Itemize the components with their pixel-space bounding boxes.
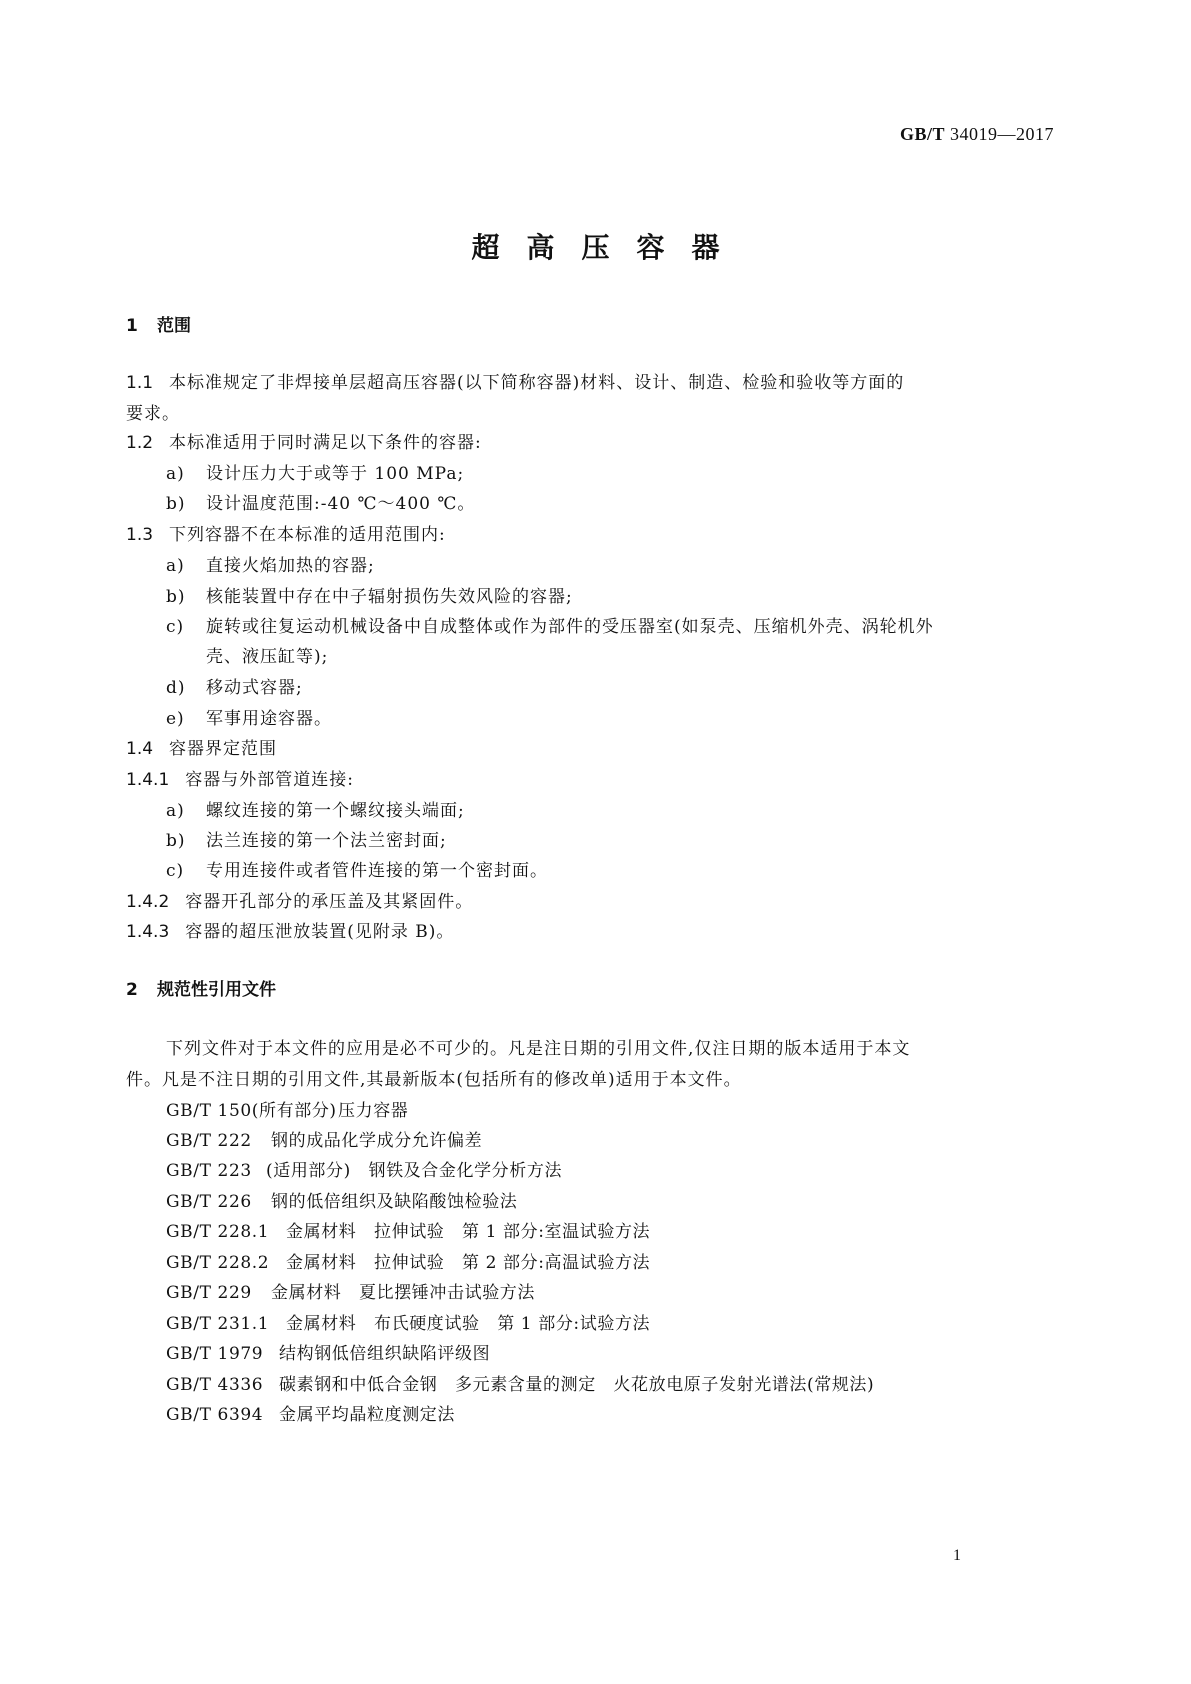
clause-1-1 (126, 368, 904, 393)
reference-title: 碳素钢和中低合金钢 多元素含量的测定 火花放电原子发射光谱法(常规法) (279, 1375, 875, 1395)
section-number: 2 (126, 980, 138, 1000)
reference-code: GB/T 228.1 (166, 1222, 270, 1242)
list-item-continuation: 壳、液压缸等); (206, 647, 329, 667)
clause-text: 容器与外部管道连接: (185, 770, 354, 790)
reference-item (166, 1248, 650, 1273)
list-item-text: 设计压力大于或等于 100 MPa; (206, 464, 465, 484)
clause-text: 容器界定范围 (169, 739, 278, 759)
list-marker: a) (166, 556, 185, 576)
clause-number: 1.4 (126, 739, 154, 759)
reference-item (166, 1278, 535, 1303)
list-item-text: 军事用途容器。 (206, 709, 332, 729)
list-marker: c) (166, 617, 185, 637)
reference-item (166, 1309, 650, 1334)
list-marker: b) (166, 831, 186, 851)
reference-code: GB/T 223 (166, 1161, 252, 1181)
clause-1-2 (126, 428, 482, 453)
list-item (166, 704, 332, 729)
reference-title: 金属材料 布氏硬度试验 第 1 部分:试验方法 (286, 1314, 651, 1334)
reference-code: GB/T 6394 (166, 1405, 264, 1425)
list-marker: d) (166, 678, 186, 698)
clause-number: 1.4.1 (126, 770, 170, 790)
reference-title: 钢的低倍组织及缺陷酸蚀检验法 (271, 1192, 518, 1212)
clause-text: 容器的超压泄放装置(见附录 B)。 (185, 922, 455, 942)
reference-item (166, 1339, 490, 1364)
clause-number: 1.3 (126, 525, 154, 545)
clause-text: 本标准适用于同时满足以下条件的容器: (169, 433, 482, 453)
list-item-text: 螺纹连接的第一个螺纹接头端面; (206, 801, 465, 821)
list-marker: b) (166, 587, 186, 607)
standard-prefix: GB/T (899, 124, 945, 144)
reference-code: GB/T 1979 (166, 1344, 264, 1364)
list-item (166, 612, 934, 637)
reference-code: GB/T 150(所有部分) (166, 1101, 337, 1121)
clause-1-4-2 (126, 887, 473, 912)
clause-text: 下列容器不在本标准的适用范围内: (169, 525, 446, 545)
reference-item (166, 1400, 455, 1425)
reference-title: 金属材料 夏比摆锤冲击试验方法 (271, 1283, 535, 1303)
reference-code: GB/T 4336 (166, 1375, 264, 1395)
list-item-text: 移动式容器; (206, 678, 303, 698)
section-1-heading (126, 311, 191, 336)
reference-item (166, 1156, 562, 1181)
clause-1-1-continuation: 要求。 (126, 404, 180, 424)
reference-title: 压力容器 (338, 1101, 409, 1121)
reference-code: GB/T 228.2 (166, 1253, 270, 1273)
list-marker: b) (166, 494, 186, 514)
standard-code: 34019—2017 (945, 124, 1054, 144)
reference-title: (适用部分) 钢铁及合金化学分析方法 (266, 1161, 563, 1181)
list-item (166, 551, 375, 576)
list-item (166, 796, 465, 821)
clause-number: 1.1 (126, 373, 154, 393)
clause-number: 1.4.3 (126, 922, 170, 942)
list-item-text: 法兰连接的第一个法兰密封面; (206, 831, 447, 851)
list-marker: a) (166, 464, 185, 484)
list-marker: c) (166, 861, 185, 881)
list-item-text: 设计温度范围:-40 ℃～400 ℃。 (206, 494, 476, 514)
list-item (166, 459, 464, 484)
reference-code: GB/T 229 (166, 1283, 252, 1303)
clause-text: 容器开孔部分的承压盖及其紧固件。 (185, 892, 474, 912)
list-item-text: 旋转或往复运动机械设备中自成整体或作为部件的受压器室(如泵壳、压缩机外壳、涡轮机外 (206, 617, 934, 637)
reference-item (166, 1126, 482, 1151)
section-number: 1 (126, 316, 138, 336)
clause-1-4-1 (126, 765, 354, 790)
section-2-intro: 下列文件对于本文件的应用是必不可少的。凡是注日期的引用文件,仅注日期的版本适用于本文 (166, 1039, 911, 1059)
reference-title: 金属平均晶粒度测定法 (279, 1405, 455, 1425)
list-item (166, 673, 303, 698)
clause-1-4-3 (126, 917, 454, 942)
clause-number: 1.4.2 (126, 892, 170, 912)
document-title: 超高压容器 (471, 231, 747, 264)
section-title: 规范性引用文件 (157, 980, 276, 1000)
list-item (166, 582, 573, 607)
section-2-heading (126, 975, 276, 1000)
list-item-text: 专用连接件或者管件连接的第一个密封面。 (206, 861, 548, 881)
list-item (166, 826, 447, 851)
clause-text: 本标准规定了非焊接单层超高压容器(以下简称容器)材料、设计、制造、检验和验收等方面的 (169, 373, 905, 393)
reference-title: 金属材料 拉伸试验 第 1 部分:室温试验方法 (286, 1222, 651, 1242)
reference-code: GB/T 231.1 (166, 1314, 270, 1334)
reference-code: GB/T 226 (166, 1192, 252, 1212)
reference-item (166, 1096, 408, 1121)
list-item (166, 856, 548, 881)
reference-title: 金属材料 拉伸试验 第 2 部分:高温试验方法 (286, 1253, 651, 1273)
list-marker: e) (166, 709, 185, 729)
clause-1-4 (126, 734, 277, 759)
reference-title: 钢的成品化学成分允许偏差 (271, 1131, 483, 1151)
list-marker: a) (166, 801, 185, 821)
list-item (166, 489, 475, 514)
clause-number: 1.2 (126, 433, 154, 453)
list-item-text: 直接火焰加热的容器; (206, 556, 375, 576)
standard-number (900, 124, 1054, 145)
section-title: 范围 (157, 316, 191, 336)
page-number: 1 (953, 1547, 961, 1564)
reference-title: 结构钢低倍组织缺陷评级图 (279, 1344, 491, 1364)
list-item-text: 核能装置中存在中子辐射损伤失效风险的容器; (206, 587, 573, 607)
reference-item (166, 1187, 517, 1212)
reference-code: GB/T 222 (166, 1131, 252, 1151)
clause-1-3 (126, 520, 446, 545)
reference-item (166, 1370, 874, 1395)
reference-item (166, 1217, 650, 1242)
section-2-intro-continuation: 件。凡是不注日期的引用文件,其最新版本(包括所有的修改单)适用于本文件。 (126, 1070, 742, 1090)
